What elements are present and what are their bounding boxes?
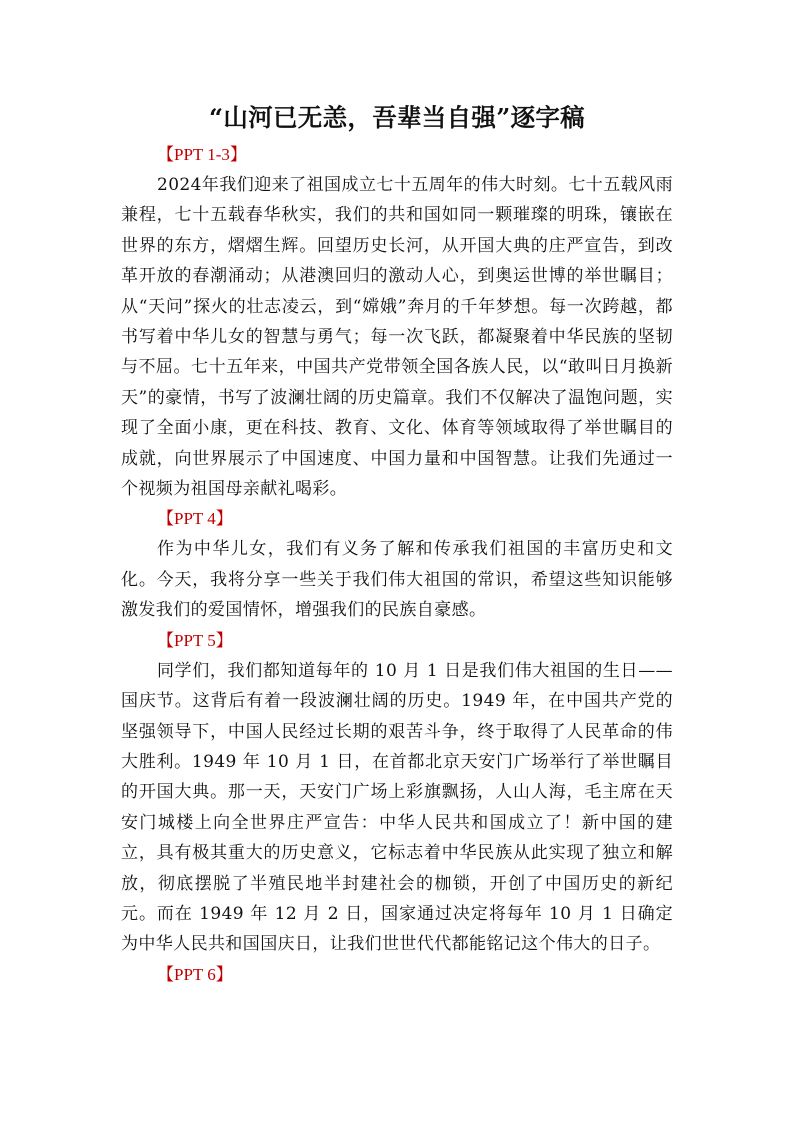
document-page xyxy=(121,96,673,990)
document-title: “山河已无恙，吾辈当自强”逐字稿 xyxy=(209,103,585,132)
paragraph-heritage: 作为中华儿女，我们有义务了解和传承我们祖国的丰富历史和文化。今天，我将分享一些关于我们伟大祖国的常识，希望这些知识能够激发我们的爱国情怀，增强我们的民族自豪感。 xyxy=(121,539,673,621)
slide-marker-ppt-5: 【PPT 5】 xyxy=(157,630,233,651)
slide-marker-ppt-4: 【PPT 4】 xyxy=(157,509,233,530)
slide-marker-label: PPT 4 xyxy=(174,509,216,529)
slide-marker-label: PPT 6 xyxy=(174,964,216,984)
slide-marker-ppt-6: 【PPT 6】 xyxy=(157,964,233,985)
slide-marker-label: PPT 1-3 xyxy=(174,145,230,164)
paragraph-intro: 2024年我们迎来了祖国成立七十五周年的伟大时刻。七十五载风雨兼程，七十五载春华秋实，我们的共和国如同一颗璀璨的明珠，镶嵌在世界的东方，熠熠生辉。回望历史长河，从开国大典的庄严宣告，到改革开放的春潮涌动；从港澳回归的激动人心，到奥运世博的举世瞩目；从“天问”探火的壮志凌云，到“嫦娥”奔月的千年梦想。每一次跨越，都书写着中华儿女的智慧与勇气；每一次飞跃，都凝聚着中华民族的坚韧与不屈。七十五年来，中国共产党带领全国各族人民，以“敢叫日月换新天”的豪情，书写了波澜壮阔的历史篇章。我们不仅解决了温饱问题，实现了全面小康，更在科技、教育、文化、体育等领域取得了举世瞩目的成就，向世界展示了中国速度、中国力量和中国智慧。让我们先通过一个视频为祖国母亲献礼喝彩。 xyxy=(121,175,673,500)
slide-marker-label: PPT 5 xyxy=(174,630,216,650)
slide-marker-ppt-1-3: 【PPT 1-3】 xyxy=(157,145,247,165)
paragraph-national-day: 同学们，我们都知道每年的 10 月 1 日是我们伟大祖国的生日—— 国庆节。这背后有着一段波澜壮阔的历史。1949 年，在中国共产党的坚强领导下，中国人民经过长期的艰苦斗争，终于取得了人民革命的伟大胜利。1949 年 10 月 1 日，在首都北京天安门广场举行了举世瞩目的开国大典。那一天，天安门广场上彩旗飘扬，人山人海，毛主席在天安门城楼上向全世界庄严宣告：中华人民共和国成立了！新中国的建立，具有极其重大的历史意义，它标志着中华民族从此实现了独立和解放，彻底摆脱了半殖民地半封建社会的枷锁，开创了中国历史的新纪元。而在 1949 年 12 月 2 日，国家通过决定将每年 10 月 1 日确定为中华人民共和国国庆日，让我们世世代代都能铭记这个伟大的日子。 xyxy=(121,660,673,955)
